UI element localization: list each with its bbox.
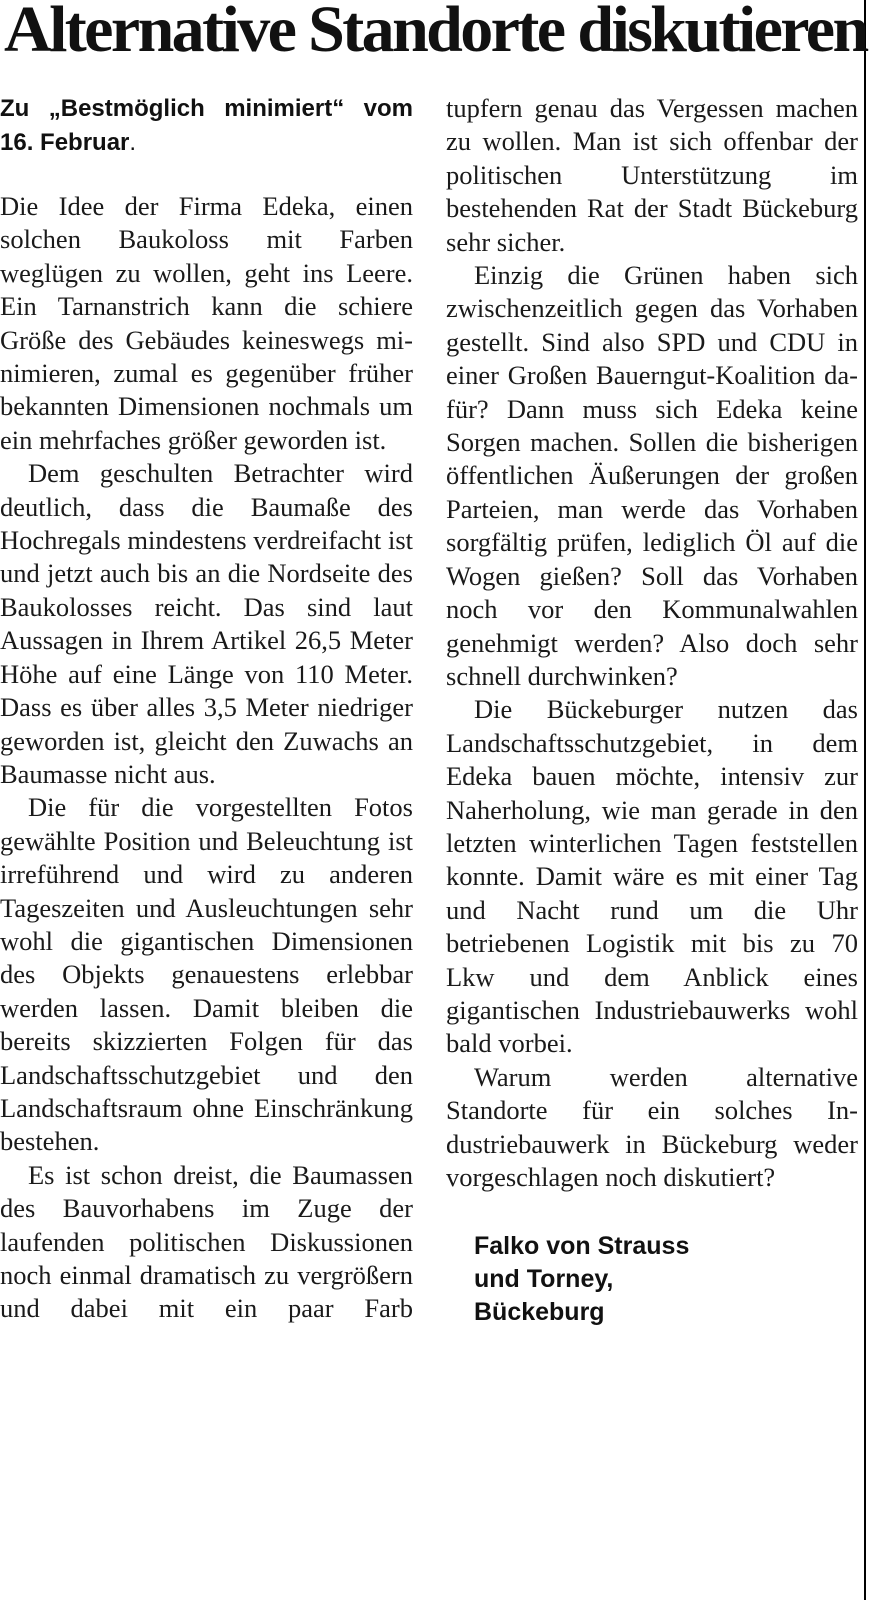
- reference-line: [0, 92, 413, 160]
- body-left: [0, 190, 413, 1326]
- paragraph: Es ist schon dreist, die Baumassen des Bauvorhabens im Zuge der laufenden politischen Diskussionen noch einmal dramatisch zu vergrößern und dabei mit ein paar Farb: [0, 1159, 413, 1324]
- author-location: Bückeburg: [474, 1298, 605, 1327]
- paragraph: Die Bückeburger nutzen das Landschaftsschutzgebiet, in dem Edeka bauen möchte, intensiv zur Naherholung, wie man gerade in den letzten winterlichen Tagen feststellen konnte. Damit wäre es mit einer Tag und Nacht rund um die Uhr betriebenen Logistik mit bis zu 70 Lkw und dem Anblick eines gigantischen Industriebauwerks wohl bald vorbei.: [446, 694, 858, 1059]
- reference-punct: .: [129, 129, 137, 156]
- paragraph: Einzig die Grünen haben sich zwischenzeitlich gegen das Vorhaben gestellt. Sind also SPD und CDU in einer Großen Bauerngut-Koalition dafür? Dann muss sich Edeka keine Sorgen machen. Sollen die bisherigen öffentlichen Äußerungen der großen Parteien, man werde das Vorhaben sorgfältig prüfen, lediglich Öl auf die Wogen gießen? Soll das Vorhaben noch vor den Kommunalwahlen genehmigt werden? Also doch sehr schnell durchwinken?: [446, 260, 858, 691]
- author-name-cont: und Torney,: [474, 1265, 614, 1294]
- paragraph: Die für die vorgestellten Fotos gewählte Position und Beleuchtung ist irreführend und wird zu anderen Tageszeiten und Ausleuchtungen sehr wohl die gigantischen Dimensionen des Objekts genauestens erlebbar werden lassen. Damit bleiben die bereits skizzierten Folgen für das Landschaftsschutzgebiet und den Landschaftsraum ohne Einschränkung bestehen.: [0, 792, 413, 1157]
- paragraph-continued: tupfern genau das Vergessen machen zu wollen. Man ist sich offenbar der politischen Unterstützung im bestehenden Rat der Stadt Bückeburg sehr sicher.: [446, 93, 858, 257]
- paragraph: Dem geschulten Betrachter wird deutlich, dass die Baumaße des Hochregals mindestens verdreifacht ist und jetzt auch bis an die Nordseite des Baukolosses reicht. Das sind laut Aussagen in Ihrem Artikel 26,5 Meter Höhe auf eine Länge von 110 Meter. Dass es über alles 3,5 Meter niedriger geworden ist, gleicht den Zuwachs an Baumasse nicht aus.: [0, 458, 413, 789]
- paragraph: Warum werden alternative Standorte für ein solches Industriebauwerk in Bückeburg weder vorgeschlagen noch diskutiert?: [446, 1061, 858, 1192]
- column-left: [0, 92, 413, 1326]
- paragraph: Die Idee der Firma Edeka, einen solchen Baukoloss mit Farben weglügen zu wollen, geht ins Leere. Ein Tarnanstrich kann die schiere Größe des Gebäudes keineswegs minimieren, zumal es gegenüber früher bekannten Dimensionen nochmals um ein mehrfaches größer geworden ist.: [0, 191, 413, 455]
- headline: Alternative Standorte diskutieren: [4, 0, 867, 66]
- author-signature: [474, 1230, 858, 1329]
- column-right: [446, 92, 858, 1329]
- reference-title: Zu „Bestmöglich minimiert“ vom 16. Februar: [0, 95, 413, 156]
- body-right: [446, 92, 858, 1194]
- author-name: Falko von Strauss: [474, 1232, 690, 1261]
